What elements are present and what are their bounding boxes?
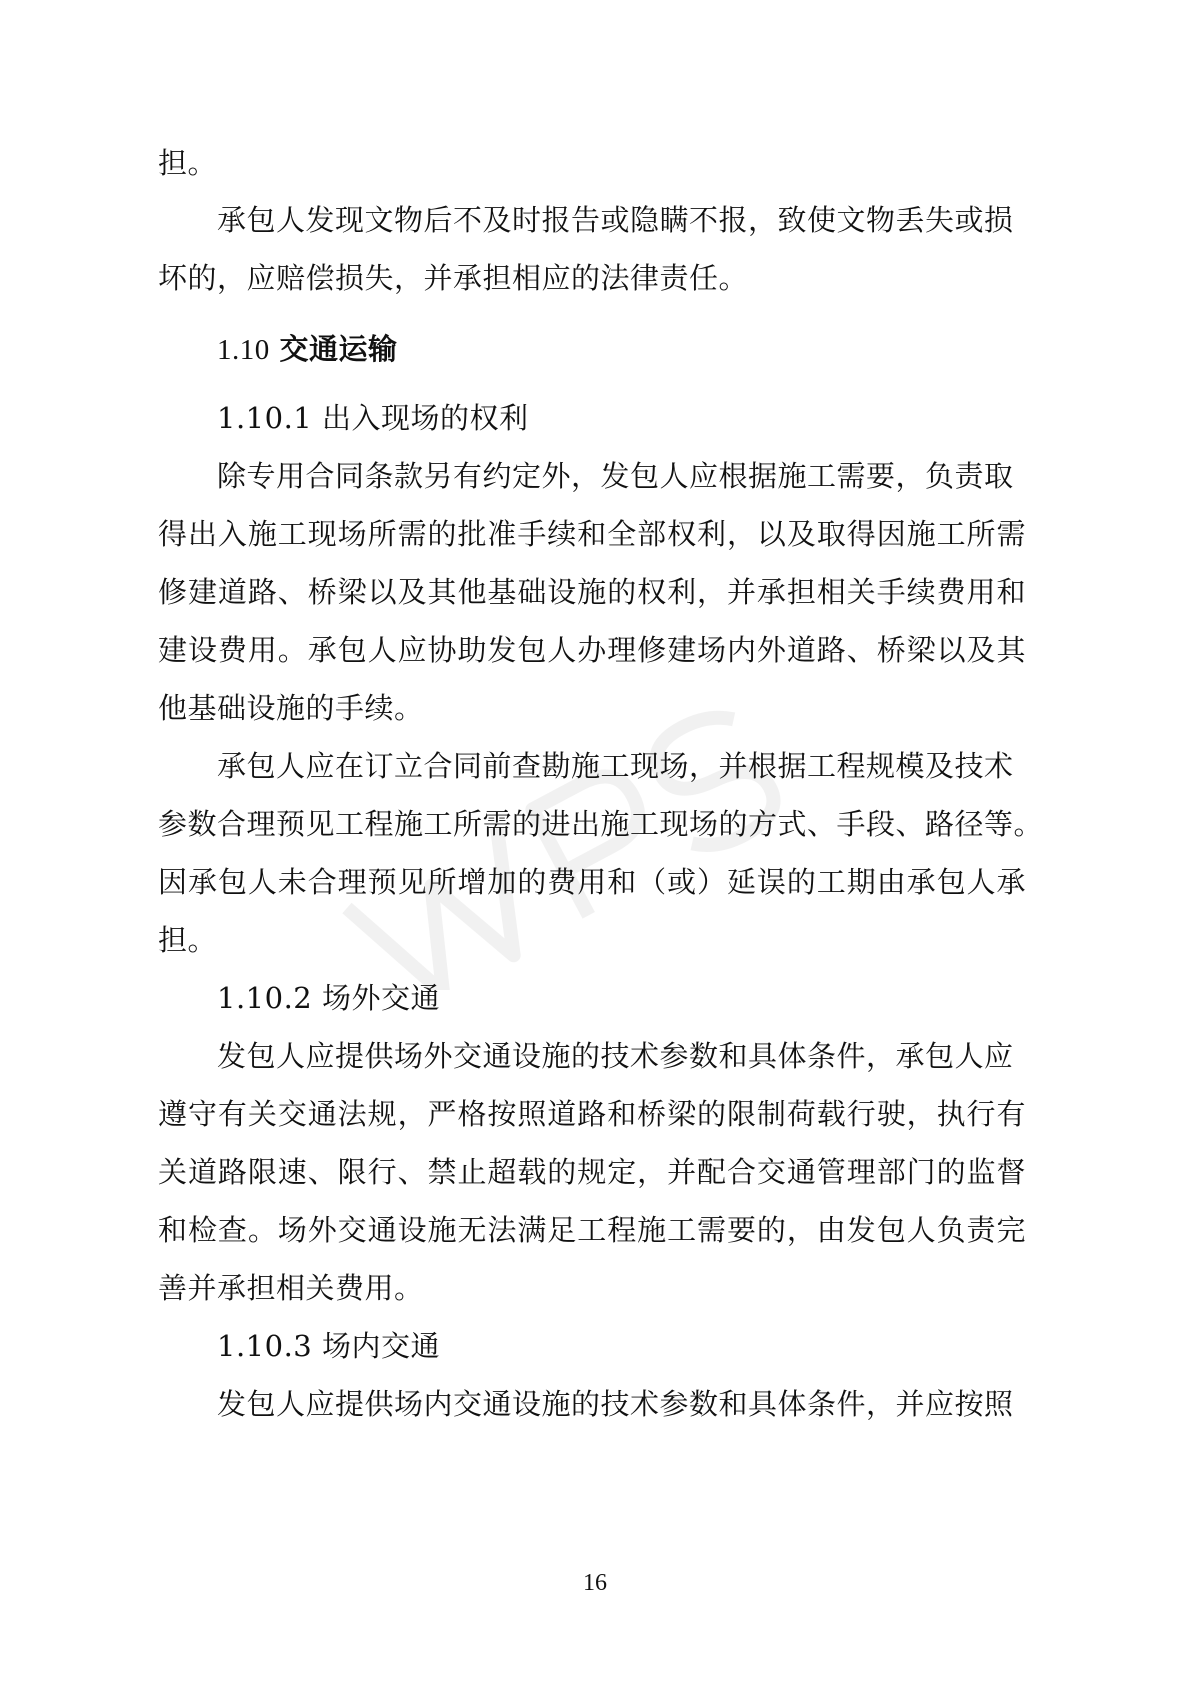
- text-line: 参数合理预见工程施工所需的进出施工现场的方式、手段、路径等。: [158, 807, 1044, 841]
- text-line: 修建道路、桥梁以及其他基础设施的权利，并承担相关手续费用和: [158, 575, 1026, 609]
- section-heading-number: 1.10: [217, 334, 270, 366]
- paragraph-line: 发包人应提供场外交通设施的技术参数和具体条件，承包人应: [217, 1039, 1014, 1073]
- text-line: 关道路限速、限行、禁止超载的规定，并配合交通管理部门的监督: [158, 1155, 1026, 1189]
- text-line: 遵守有关交通法规，严格按照道路和桥梁的限制荷载行驶，执行有: [158, 1097, 1026, 1131]
- section-heading-title: 交通运输: [279, 332, 398, 366]
- text-line: 得出入施工现场所需的批准手续和全部权利，以及取得因施工所需: [158, 517, 1026, 551]
- subsection-heading: 1.10.3 场内交通: [217, 1329, 440, 1363]
- text-line: 善并承担相关费用。: [158, 1271, 424, 1305]
- subsection-heading: 1.10.1 出入现场的权利: [217, 401, 529, 435]
- text-line: 坏的，应赔偿损失，并承担相应的法律责任。: [158, 261, 749, 295]
- text-line: 他基础设施的手续。: [158, 691, 424, 725]
- text-line: 担。: [158, 923, 218, 957]
- text-line: 建设费用。承包人应协助发包人办理修建场内外道路、桥梁以及其: [158, 633, 1026, 667]
- text-line: 和检查。场外交通设施无法满足工程施工需要的，由发包人负责完: [158, 1213, 1026, 1247]
- text-line: 担。: [158, 146, 218, 180]
- paragraph-line: 除专用合同条款另有约定外，发包人应根据施工需要，负责取: [217, 459, 1014, 493]
- section-heading: [217, 329, 397, 370]
- page-number: 16: [583, 1570, 607, 1596]
- paragraph-line: 发包人应提供场内交通设施的技术参数和具体条件，并应按照: [217, 1387, 1014, 1421]
- paragraph-line: 承包人应在订立合同前查勘施工现场，并根据工程规模及技术: [217, 749, 1014, 783]
- text-line: 因承包人未合理预见所增加的费用和（或）延误的工期由承包人承: [158, 865, 1026, 899]
- paragraph-line: 承包人发现文物后不及时报告或隐瞒不报，致使文物丢失或损: [217, 203, 1014, 237]
- subsection-heading: 1.10.2 场外交通: [217, 981, 440, 1015]
